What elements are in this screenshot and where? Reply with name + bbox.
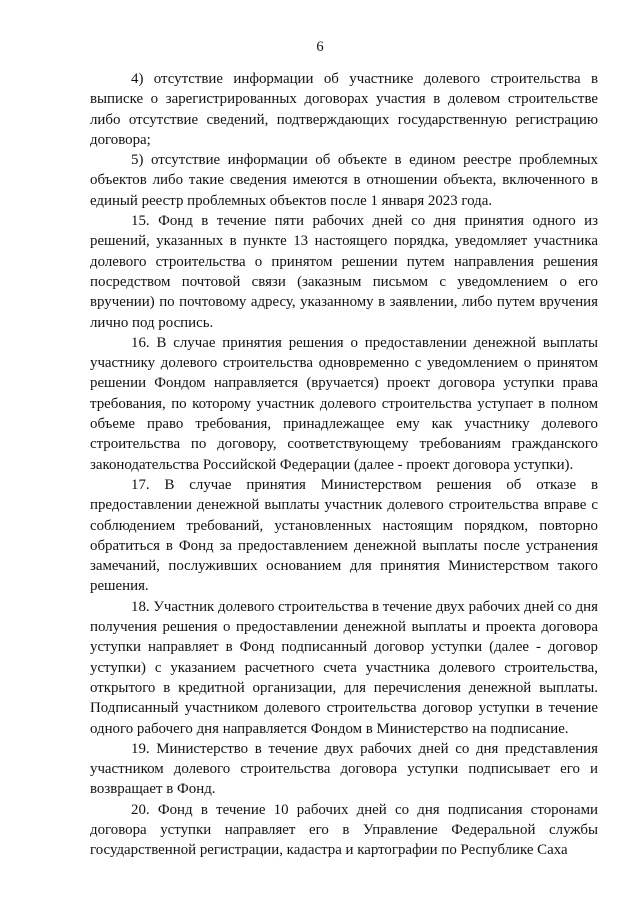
paragraph-clause-19: 19. Министерство в течение двух рабочих дней со дня представления участником долевого строительства договора уступки подписывает его и возвращает в Фонд. (90, 740, 598, 798)
document-body (90, 69, 598, 861)
paragraph-clause-15: 15. Фонд в течение пяти рабочих дней со дня принятия одного из решений, указанных в пункте 13 настоящего порядка, уведомляет участника долевого строительства о принятом решении путем направления решения посредством почтовой связи (заказным письмом с уведомлением о его вручении) по почтовому адресу, указанному в заявлении, либо путем вручения лично под роспись. (90, 213, 598, 331)
paragraph-clause-17: 17. В случае принятия Министерством решения об отказе в предоставлении денежной выплаты участник долевого строительства вправе с соблюдением требований, установленных настоящим порядком, повторно обратиться в Фонд за предоставлением денежной выплаты после устранения замечаний, послуживших основанием для принятия Министерством такого решения. (90, 476, 598, 595)
page-number: 6 (316, 39, 324, 55)
paragraph-item-5: 5) отсутствие информации об объекте в едином реестре проблемных объектов либо такие сведения имеются в отношении объекта, включенного в единый реестр проблемных объектов после 1 января 2023 года. (90, 152, 598, 209)
paragraph-clause-20: 20. Фонд в течение 10 рабочих дней со дня подписания сторонами договора уступки направляет его в Управление Федеральной службы государственной регистрации, кадастра и картографии по Республике Саха (90, 801, 598, 859)
paragraph-clause-16: 16. В случае принятия решения о предоставлении денежной выплаты участнику долевого строительства одновременно с уведомлением о принятом решении Фондом направляется (вручается) проект договора уступки права требования, по которому участник долевого строительства уступает в полном объеме право требования, принадлежащее ему как участнику долевого строительства по договору, соответствующему требованиям гражданского законодательства Российской Федерации (далее - проект договора уступки). (90, 334, 598, 473)
paragraph-clause-18: 18. Участник долевого строительства в течение двух рабочих дней со дня получения решения о предоставлении денежной выплаты и проекта договора уступки направляет в Фонд подписанный договор уступки (далее - договор уступки) с указанием расчетного счета участника долевого строительства, открытого в кредитной организации, для перечисления денежной выплаты. Подписанный участником долевого строительства договор уступки в течение одного рабочего дня направляется Фондом в Министерство на подписание. (90, 598, 598, 737)
paragraph-item-4: 4) отсутствие информации об участнике долевого строительства в выписке о зарегистрированных договорах участия в долевом строительстве либо отсутствие сведений, подтверждающих государственную регистрацию договора; (90, 71, 598, 148)
